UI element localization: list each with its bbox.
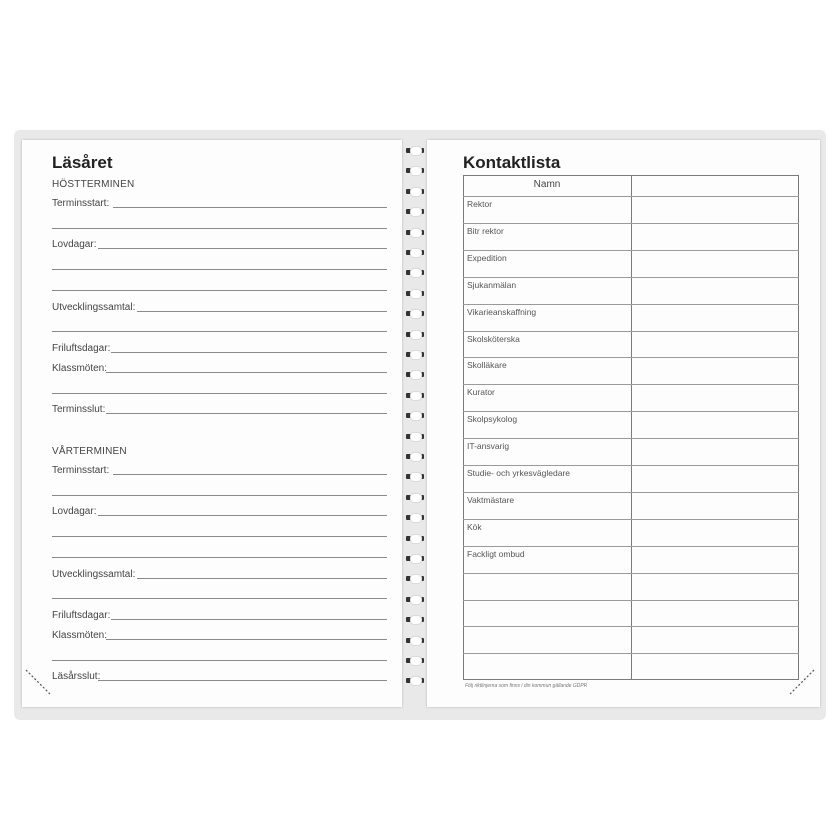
table-row-label: Bitr rektor: [467, 225, 504, 236]
spiral-coil: [404, 288, 426, 299]
table-row-divider: [463, 250, 799, 251]
table-row-label: Sjukanmälan: [467, 279, 517, 290]
autumn-dev-talks-label: Utvecklingssamtal:: [52, 302, 136, 313]
spiral-coil: [404, 329, 426, 340]
spiral-coil: [404, 369, 426, 380]
write-line[interactable]: [52, 536, 387, 537]
spring-outdoor-days-label: Friluftsdagar:: [52, 610, 111, 621]
write-line[interactable]: [52, 331, 387, 332]
spiral-coil: [404, 594, 426, 605]
spiral-coil: [404, 675, 426, 686]
spiral-coil: [404, 573, 426, 584]
table-row-label: Kurator: [467, 387, 495, 398]
spring-term-heading: VÅRTERMINEN: [52, 446, 127, 457]
write-line[interactable]: [52, 660, 387, 661]
write-line[interactable]: [52, 228, 387, 229]
autumn-term-start-label: Terminsstart:: [52, 198, 110, 209]
table-row-divider: [463, 653, 799, 654]
write-line[interactable]: [137, 578, 387, 579]
spiral-binding: [404, 145, 426, 700]
table-row-label: Skolpsykolog: [467, 414, 518, 425]
spiral-coil: [404, 227, 426, 238]
spiral-coil: [404, 165, 426, 176]
table-row-divider: [463, 384, 799, 385]
spiral-coil: [404, 349, 426, 360]
spring-holidays-label: Lovdagar:: [52, 506, 97, 517]
page-title-school-year: Läsåret: [52, 153, 113, 172]
table-row-divider: [463, 546, 799, 547]
table-row-label: Kök: [467, 521, 482, 532]
page-title-contact-list: Kontaktlista: [463, 153, 561, 172]
name-column-header: Namn: [533, 179, 561, 190]
write-line[interactable]: [111, 352, 387, 353]
write-line[interactable]: [113, 207, 387, 208]
write-line[interactable]: [106, 639, 387, 640]
table-header-divider: [463, 196, 799, 197]
spiral-coil: [404, 635, 426, 646]
gdpr-footnote: Följ riktlinjerna som finns i din kommun gällande GDPR: [465, 683, 588, 689]
spring-term-start-label: Terminsstart:: [52, 465, 110, 476]
autumn-term-heading: HÖSTTERMINEN: [52, 179, 135, 190]
spiral-coil: [404, 308, 426, 319]
year-end-label: Läsårsslut:: [52, 671, 101, 682]
write-line[interactable]: [111, 619, 387, 620]
table-row-divider: [463, 277, 799, 278]
table-row-label: Skolsköterska: [467, 333, 520, 344]
write-line[interactable]: [98, 680, 387, 681]
table-row-divider: [463, 223, 799, 224]
spiral-coil: [404, 390, 426, 401]
autumn-outdoor-days-label: Friluftsdagar:: [52, 343, 111, 354]
table-row-divider: [463, 492, 799, 493]
table-row-divider: [463, 573, 799, 574]
spiral-coil: [404, 451, 426, 462]
write-line[interactable]: [52, 495, 387, 496]
table-row-divider: [463, 357, 799, 358]
table-row-label: Expedition: [467, 252, 507, 263]
write-line[interactable]: [52, 269, 387, 270]
autumn-term-end-label: Terminsslut:: [52, 404, 106, 415]
table-row-divider: [463, 519, 799, 520]
table-row-label: IT-ansvarig: [467, 441, 510, 452]
table-row-label: Skolläkare: [467, 360, 507, 371]
corner-dashes-left: [24, 668, 54, 698]
spiral-coil: [404, 186, 426, 197]
spiral-coil: [404, 533, 426, 544]
spiral-coil: [404, 614, 426, 625]
write-line[interactable]: [52, 598, 387, 599]
table-row-divider: [463, 304, 799, 305]
autumn-holidays-label: Lovdagar:: [52, 239, 97, 250]
write-line[interactable]: [98, 515, 387, 516]
write-line[interactable]: [113, 474, 387, 475]
spiral-coil: [404, 431, 426, 442]
table-row-label: Studie- och yrkesvägledare: [467, 468, 571, 478]
write-line[interactable]: [52, 290, 387, 291]
spiral-coil: [404, 553, 426, 564]
table-row-divider: [463, 438, 799, 439]
spiral-coil: [404, 247, 426, 258]
spiral-coil: [404, 471, 426, 482]
table-row-divider: [463, 411, 799, 412]
table-row-divider: [463, 331, 799, 332]
write-line[interactable]: [137, 311, 387, 312]
spiral-coil: [404, 206, 426, 217]
table-row-divider: [463, 465, 799, 466]
spiral-coil: [404, 145, 426, 156]
write-line[interactable]: [106, 413, 387, 414]
write-line[interactable]: [98, 248, 387, 249]
table-row-label: Vikarieanskaffning: [467, 306, 537, 317]
spiral-coil: [404, 655, 426, 666]
spiral-coil: [404, 492, 426, 503]
table-row-divider: [463, 600, 799, 601]
spiral-coil: [404, 267, 426, 278]
left-page: [22, 140, 402, 707]
spring-dev-talks-label: Utvecklingssamtal:: [52, 569, 136, 580]
spiral-coil: [404, 512, 426, 523]
write-line[interactable]: [106, 372, 387, 373]
table-row-divider: [463, 626, 799, 627]
write-line[interactable]: [52, 393, 387, 394]
autumn-class-meetings-label: Klassmöten:: [52, 363, 108, 374]
spiral-coil: [404, 410, 426, 421]
write-line[interactable]: [52, 557, 387, 558]
table-row-label: Vaktmästare: [467, 494, 515, 505]
spring-class-meetings-label: Klassmöten:: [52, 630, 108, 641]
table-row-label: Fackligt ombud: [467, 548, 525, 559]
table-row-label: Rektor: [467, 199, 493, 209]
